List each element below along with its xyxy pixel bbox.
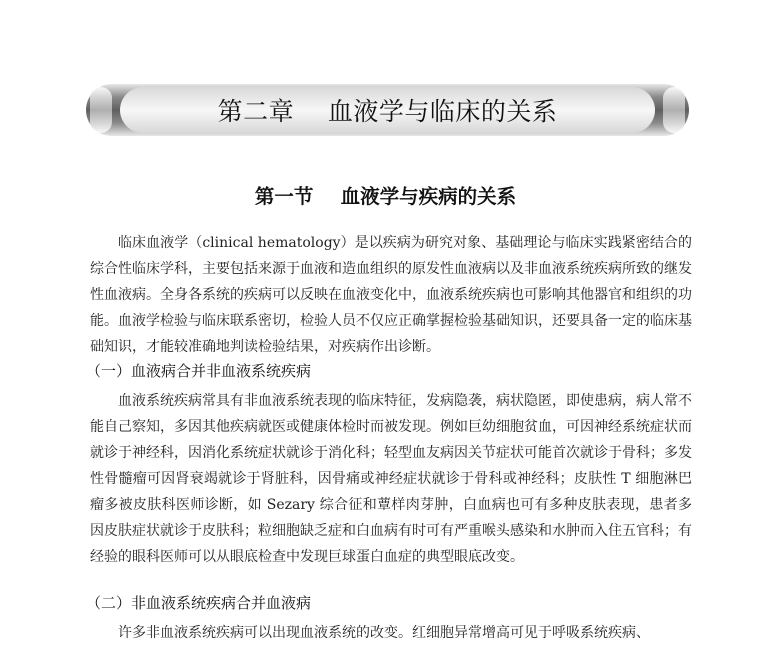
hematologic-disease-paragraph: 血液系统疾病常具有非血液系统表现的临床特征，发病隐袭，病状隐匿，即使患病，病人常不能自己察知，多因其他疾病就医或健康体检时而被发现。例如巨幼细胞贫血，可因神经系统症状而就诊于神经科，因消化系统症状就诊于消化科；轻型血友病因关节症状可能首次就诊于骨科；多发性骨髓瘤可因肾衰竭就诊于肾脏科，因骨痛或神经症状就诊于骨科或神经科；皮肤性 T 细胞淋巴瘤多被皮肤科医师诊断，如 Sezary 综合征和蕈样肉芽肿，白血病也可有多种皮肤表现，患者多因皮肤症状就诊于皮肤科；粒细胞缺乏症和白血病有时可有严重喉头感染和水肿而入住五官科；有经验的眼科医师可以从眼底检查中发现巨球蛋白血症的典型眼底改变。 [90,393,692,565]
subheading-non-hematologic-with-hematologic: （二）非血液系统疾病合并血液病 [86,594,312,612]
section-title: 第一节 血液学与疾病的关系 [254,185,517,208]
chapter-banner [86,84,689,136]
non-hematologic-disease-paragraph: 许多非血液系统疾病可以出现血液系统的改变。红细胞异常增高可见于呼吸系统疾病、 [118,625,650,641]
chapter-title: 第二章 血液学与临床的关系 [217,97,558,126]
subheading-hematologic-with-non-hematologic: （一）血液病合并非血液系统疾病 [86,362,312,380]
intro-paragraph: 临床血液学（clinical hematology）是以疾病为研究对象、基础理论与临床实践紧密结合的综合性临床学科，主要包括来源于血液和造血组织的原发性血液病以及非血液系统疾病所致的继发性血液病。全身各系统的疾病可以反映在血液变化中，血液系统疾病也可影响其他器官和组织的功能。血液学检验与临床联系密切，检验人员不仅应正确掌握检验基础知识，还要具备一定的临床基础知识，才能较准确地判读检验结果，对疾病作出诊断。 [90,235,692,355]
